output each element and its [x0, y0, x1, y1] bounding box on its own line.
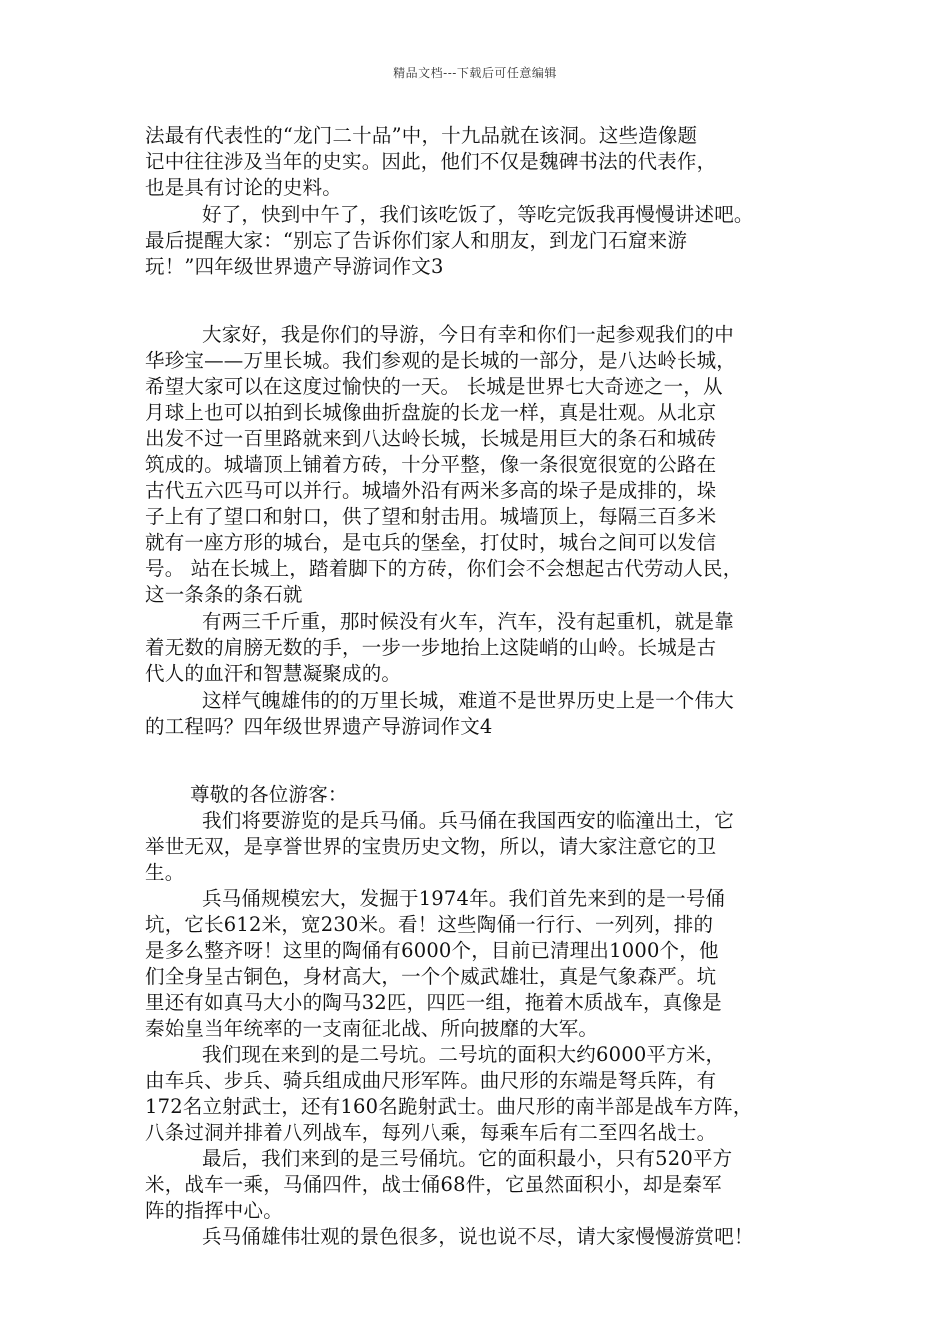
text-line: 阵的指挥中心。 — [145, 1199, 283, 1222]
text-line: 玩！”四年级世界遗产导游词作文3 — [145, 255, 444, 278]
text-line: 着无数的肩膀无数的手，一步一步地抬上这陡峭的山岭。长城是古 — [145, 636, 717, 659]
text-line: 法最有代表性的“龙门二十品”中，十九品就在该洞。这些造像题 — [145, 124, 698, 147]
text-line: 八条过洞并排着八列战车，每列八乘，每乘车后有二至四名战士。 — [145, 1121, 717, 1144]
text-line: 由车兵、步兵、骑兵组成曲尺形军阵。曲尺形的东端是弩兵阵，有 — [145, 1069, 717, 1092]
text-line: 坑，它长612米，宽230米。看！这些陶俑一行行、一列列，排的 — [145, 913, 714, 936]
text-line: 最后提醒大家：“别忘了告诉你们家人和朋友，到龙门石窟来游 — [145, 229, 688, 252]
text-line: 筑成的。城墙顶上铺着方砖，十分平整，像一条很宽很宽的公路在 — [145, 453, 717, 476]
text-line: 记中往往涉及当年的史实。因此，他们不仅是魏碑书法的代表作， — [145, 150, 717, 173]
text-line: 我们现在来到的是二号坑。二号坑的面积大约6000平方米， — [202, 1043, 726, 1066]
text-line: 古代五六匹马可以并行。城墙外沿有两米多高的垛子是成排的，垛 — [145, 479, 717, 502]
text-line: 这一条条的条石就 — [145, 583, 303, 606]
text-line: 的工程吗？四年级世界遗产导游词作文4 — [145, 715, 493, 738]
text-line: 我们将要游览的是兵马俑。兵马俑在我国西安的临潼出土，它 — [202, 809, 734, 832]
text-line: 举世无双，是享誉世界的宝贵历史文物，所以，请大家注意它的卫 — [145, 835, 717, 858]
text-line: 兵马俑规模宏大，发掘于1974年。我们首先来到的是一号俑 — [202, 887, 726, 910]
text-line: 子上有了望口和射口，供了望和射击用。城墙顶上，每隔三百多米 — [145, 505, 717, 528]
text-line: 希望大家可以在这度过愉快的一天。 长城是世界七大奇迹之一，从 — [145, 375, 723, 398]
text-line: 最后，我们来到的是三号俑坑。它的面积最小，只有520平方 — [202, 1147, 733, 1170]
text-line: 有两三千斤重，那时候没有火车，汽车，没有起重机，就是靠 — [202, 610, 734, 633]
text-line: 就有一座方形的城台，是屯兵的堡垒，打仗时，城台之间可以发信 — [145, 531, 717, 554]
page-header: 精品文档---下载后可任意编辑 — [393, 66, 557, 80]
text-line: 兵马俑雄伟壮观的景色很多，说也说不尽，请大家慢慢游赏吧！ — [202, 1225, 754, 1248]
text-line: 们全身呈古铜色，身材高大，一个个威武雄壮，真是气象森严。坑 — [145, 965, 717, 988]
text-line: 里还有如真马大小的陶马32匹，四匹一组，拖着木质战车，真像是 — [145, 991, 722, 1014]
text-line: 代人的血汗和智慧凝聚成的。 — [145, 662, 402, 685]
text-line: 也是具有讨论的史料。 — [145, 176, 343, 199]
text-line: 月球上也可以拍到长城像曲折盘旋的长龙一样，真是壮观。从北京 — [145, 401, 717, 424]
text-line: 华珍宝——万里长城。我们参观的是长城的一部分，是八达岭长城， — [145, 349, 737, 372]
text-line: 生。 — [145, 861, 185, 884]
text-line: 是多么整齐呀！这里的陶俑有6000个，目前已清理出1000个，他 — [145, 939, 719, 962]
text-line: 米，战车一乘，马俑四件，战士俑68件，它虽然面积小，却是秦军 — [145, 1173, 722, 1196]
text-line: 大家好，我是你们的导游，今日有幸和你们一起参观我们的中 — [202, 323, 734, 346]
text-line: 172名立射武士，还有160名跪射武士。曲尺形的南半部是战车方阵， — [145, 1095, 753, 1118]
text-line: 出发不过一百里路就来到八达岭长城，长城是用巨大的条石和城砖 — [145, 427, 717, 450]
text-line: 这样气魄雄伟的的万里长城，难道不是世界历史上是一个伟大 — [202, 689, 734, 712]
text-line: 号。 站在长城上，踏着脚下的方砖，你们会不会想起古代劳动人民， — [145, 557, 743, 580]
text-line: 尊敬的各位游客： — [190, 783, 348, 806]
text-line: 好了，快到中午了，我们该吃饭了，等吃完饭我再慢慢讲述吧。 — [202, 203, 754, 226]
text-line: 秦始皇当年统率的一支南征北战、所向披靡的大军。 — [145, 1017, 599, 1040]
